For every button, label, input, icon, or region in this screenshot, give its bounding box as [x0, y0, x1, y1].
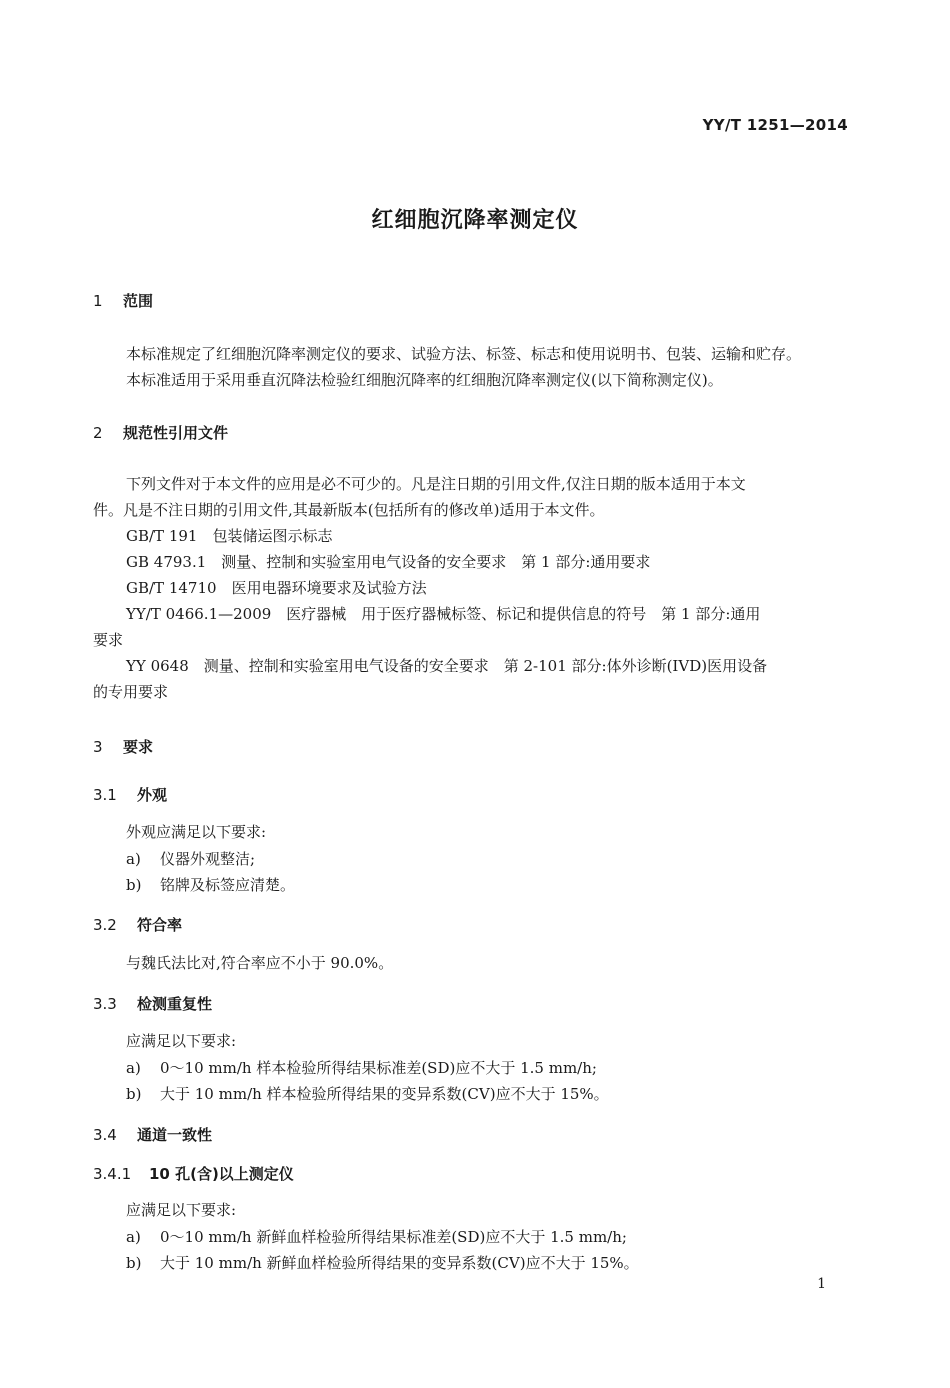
list-item — [126, 848, 255, 869]
list-text: 0～10 mm/h 新鲜血样检验所得结果标准差(SD)应不大于 1.5 mm/h; — [160, 1228, 627, 1246]
reference-title: 医用电器环境要求及试验方法 — [231, 579, 427, 597]
reference-item — [126, 578, 427, 598]
section-number: 3.3 — [93, 995, 117, 1013]
section-number: 3.1 — [93, 786, 117, 804]
standard-code: YY/T 1251—2014 — [702, 116, 848, 134]
section-number: 3.4 — [93, 1126, 117, 1144]
channel-consistency-intro: 应满足以下要求: — [126, 1201, 237, 1219]
section-3-4-1-heading — [93, 1163, 294, 1184]
list-text: 大于 10 mm/h 样本检验所得结果的变异系数(CV)应不大于 15%。 — [160, 1085, 609, 1103]
section-number: 1 — [93, 292, 103, 310]
reference-code: GB 4793.1 — [126, 553, 207, 571]
list-marker: a) — [126, 1059, 141, 1077]
reference-item-line-1: YY 0648 测量、控制和实验室用电气设备的安全要求 第 2-101 部分:体外诊断(IVD)医用设备 — [126, 657, 768, 675]
list-item — [126, 874, 295, 895]
list-item — [126, 1226, 627, 1247]
section-title: 外观 — [137, 786, 168, 804]
scope-paragraph-1: 本标准规定了红细胞沉降率测定仪的要求、试验方法、标签、标志和使用说明书、包装、运输和贮存。 — [126, 345, 802, 363]
section-title: 范围 — [123, 292, 154, 310]
section-title: 10 孔(含)以上测定仪 — [149, 1165, 294, 1183]
reference-item-line-1: YY/T 0466.1—2009 医疗器械 用于医疗器械标签、标记和提供信息的符号 第 1 部分:通用 — [126, 605, 761, 623]
section-title: 规范性引用文件 — [123, 424, 229, 442]
list-marker: b) — [126, 876, 142, 894]
reference-code: GB/T 14710 — [126, 579, 217, 597]
page-number: 1 — [817, 1276, 826, 1292]
list-marker: b) — [126, 1085, 142, 1103]
section-number: 3.2 — [93, 916, 117, 934]
list-text: 大于 10 mm/h 新鲜血样检验所得结果的变异系数(CV)应不大于 15%。 — [160, 1254, 639, 1272]
document-title: 红细胞沉降率测定仪 — [371, 208, 579, 233]
reference-title: 包装储运图示标志 — [212, 527, 333, 545]
reference-item-line-2: 的专用要求 — [93, 683, 169, 701]
section-3-2-heading — [93, 914, 182, 935]
list-text: 0～10 mm/h 样本检验所得结果标准差(SD)应不大于 1.5 mm/h; — [160, 1059, 597, 1077]
reference-item — [126, 552, 650, 572]
reference-title: 测量、控制和实验室用电气设备的安全要求 第 1 部分:通用要求 — [221, 553, 651, 571]
repeatability-intro: 应满足以下要求: — [126, 1032, 237, 1050]
list-marker: a) — [126, 850, 141, 868]
list-text: 铭牌及标签应清楚。 — [160, 876, 296, 894]
section-title: 要求 — [123, 738, 154, 756]
list-marker: a) — [126, 1228, 141, 1246]
list-item — [126, 1057, 597, 1078]
references-intro-line-2: 件。凡是不注日期的引用文件,其最新版本(包括所有的修改单)适用于本文件。 — [93, 501, 605, 519]
section-3-heading — [93, 736, 153, 757]
list-marker: b) — [126, 1254, 142, 1272]
list-text: 仪器外观整洁; — [160, 850, 256, 868]
section-number: 3 — [93, 738, 103, 756]
section-3-3-heading — [93, 993, 212, 1014]
section-title: 检测重复性 — [137, 995, 213, 1013]
section-number: 3.4.1 — [93, 1165, 132, 1183]
reference-item-line-2: 要求 — [93, 631, 124, 649]
conformity-text: 与魏氏法比对,符合率应不小于 90.0%。 — [126, 954, 394, 972]
section-3-1-heading — [93, 784, 167, 805]
section-number: 2 — [93, 424, 103, 442]
appearance-intro: 外观应满足以下要求: — [126, 823, 267, 841]
scope-paragraph-2: 本标准适用于采用垂直沉降法检验红细胞沉降率的红细胞沉降率测定仪(以下简称测定仪)。 — [126, 371, 723, 389]
reference-item — [126, 526, 333, 546]
section-3-4-heading — [93, 1124, 212, 1145]
list-item — [126, 1252, 639, 1273]
section-title: 符合率 — [137, 916, 183, 934]
references-intro-line-1: 下列文件对于本文件的应用是必不可少的。凡是注日期的引用文件,仅注日期的版本适用于本文 — [126, 475, 746, 493]
section-1-heading — [93, 290, 153, 311]
list-item — [126, 1083, 609, 1104]
section-2-heading — [93, 422, 228, 443]
reference-code: GB/T 191 — [126, 527, 198, 545]
section-title: 通道一致性 — [137, 1126, 213, 1144]
